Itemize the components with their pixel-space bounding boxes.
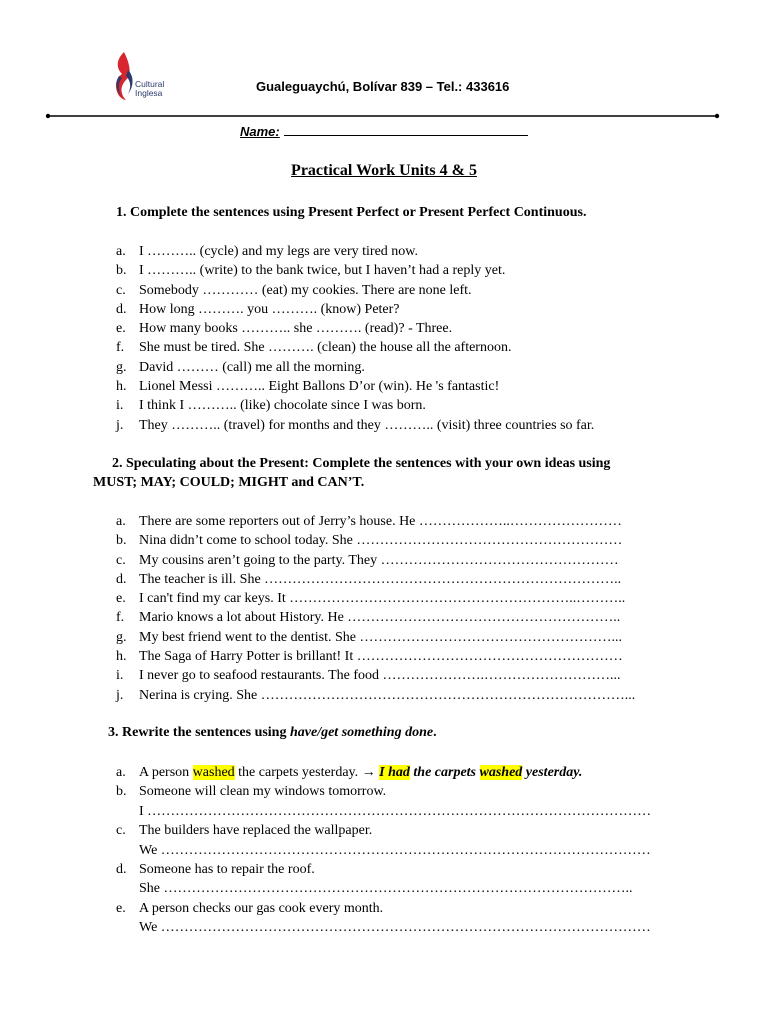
list-item — [116, 821, 651, 840]
list-item — [116, 899, 651, 918]
item-marker: c. — [116, 282, 126, 298]
answer-line[interactable]: She ……………………………………………………………………………………….. — [139, 881, 633, 897]
highlight-i-had: I had — [379, 765, 410, 780]
answer-line[interactable]: I ……………………………………………………………………………………………… — [139, 803, 652, 819]
item-marker: a. — [116, 514, 126, 529]
item-text: There are some reporters out of Jerry’s house. He ………………..…………………… — [139, 514, 622, 529]
section3-heading — [108, 725, 437, 741]
item-marker: g. — [116, 359, 127, 375]
item-marker: d. — [116, 301, 127, 317]
item-text: Somebody ………… (eat) my cookies. There are none left. — [139, 282, 472, 298]
list-item — [116, 608, 635, 627]
list-item — [116, 242, 594, 261]
list-item — [116, 628, 635, 647]
list-item — [116, 551, 635, 570]
item-text: Nina didn’t come to school today. She ………………………………………………… — [139, 533, 623, 549]
item-marker: d. — [116, 571, 127, 587]
item-text: They ……….. (travel) for months and they ……….. (visit) three countries so far. — [139, 417, 595, 433]
item-text: Someone will clean my windows tomorrow. — [139, 784, 387, 800]
item-text: I ……….. (cycle) and my legs are very tired now. — [139, 244, 418, 259]
item-marker: g. — [116, 629, 127, 645]
list-item — [116, 358, 594, 377]
list-item — [116, 338, 594, 357]
page-title: Practical Work Units 4 & 5 — [291, 162, 477, 179]
item-text: I ……….. (write) to the bank twice, but I haven’t had a reply yet. — [139, 263, 506, 279]
item-marker: i. — [116, 398, 124, 414]
list-item — [116, 666, 635, 685]
item-marker: b. — [116, 784, 127, 800]
section2-heading-line2: MUST; MAY; COULD; MIGHT and CAN’T. — [93, 475, 365, 490]
example-pre: A person — [139, 765, 193, 780]
list-item — [116, 531, 635, 550]
list-item — [116, 261, 594, 280]
item-text: Nerina is crying. She ……………………………………………………………………... — [139, 687, 636, 703]
section3-heading-em: have/get something done — [289, 725, 434, 740]
item-marker: j. — [116, 687, 124, 703]
list-item — [116, 589, 635, 608]
item-text: How many books ……….. she ………. (read)? - Three. — [139, 321, 453, 337]
answer-line[interactable]: We …………………………………………………………………………………………… — [139, 842, 651, 858]
logo-text-line1: Cultural — [135, 79, 165, 89]
item-marker: h. — [116, 649, 127, 665]
name-label: Name: — [240, 124, 280, 139]
example-mid: the carpets yesterday. → — [234, 765, 380, 780]
logo-text — [135, 80, 164, 98]
item-marker: f. — [116, 340, 125, 356]
item-text: My best friend went to the dentist. She ………………………………………………... — [139, 629, 622, 645]
item-text: Lionel Messi ……….. Eight Ballons D’or (win). He 's fantastic! — [139, 379, 500, 395]
section3-list — [116, 763, 651, 938]
list-item — [116, 782, 651, 801]
answer-mid: the carpets — [409, 765, 480, 780]
list-item — [116, 512, 635, 531]
section2-list — [116, 512, 635, 705]
list-item — [116, 319, 594, 338]
list-item — [116, 647, 635, 666]
item-marker: h. — [116, 379, 127, 395]
item-marker: c. — [116, 823, 126, 839]
name-field — [240, 124, 528, 139]
item-marker: d. — [116, 861, 127, 877]
item-marker: b. — [116, 533, 127, 549]
list-item — [116, 377, 594, 396]
list-item — [116, 300, 594, 319]
section3-heading-prefix: 3. Rewrite the sentences using — [108, 725, 290, 740]
list-item — [116, 860, 651, 879]
item-marker: e. — [116, 591, 126, 607]
item-marker: j. — [116, 417, 124, 433]
highlight-washed-answer: washed — [479, 765, 523, 780]
name-blank-line[interactable] — [284, 124, 528, 136]
item-text: I never go to seafood restaurants. The food ………………….………………………... — [139, 668, 621, 684]
header-divider — [44, 112, 721, 120]
item-text: My cousins aren’t going to the party. They …………………………………………… — [139, 552, 619, 568]
flame-logo-icon — [112, 50, 136, 102]
item-text: I can't find my car keys. It ……………………………………………………..……….. — [139, 591, 626, 607]
section1-heading: 1. Complete the sentences using Present Perfect or Present Perfect Continuous. — [116, 205, 587, 220]
item-text: The teacher is ill. She ………………………………………………………………….. — [139, 571, 622, 587]
item-marker: e. — [116, 900, 126, 916]
example-item — [116, 763, 651, 782]
list-item — [116, 686, 635, 705]
item-text: The Saga of Harry Potter is brillant! It ………………………………………………… — [139, 649, 623, 665]
cultural-inglesa-logo — [106, 50, 176, 106]
list-item — [116, 281, 594, 300]
section3-heading-suffix: . — [433, 725, 437, 740]
item-marker: i. — [116, 668, 124, 684]
item-marker: e. — [116, 321, 126, 337]
item-marker: a. — [116, 244, 126, 259]
item-text: She must be tired. She ………. (clean) the house all the afternoon. — [139, 340, 512, 356]
list-item — [116, 416, 594, 435]
item-marker: b. — [116, 263, 127, 279]
item-text: Someone has to repair the roof. — [139, 861, 315, 877]
highlight-washed: washed — [192, 765, 235, 780]
logo-text-line2: Inglesa — [135, 88, 163, 98]
item-text: The builders have replaced the wallpaper. — [139, 823, 373, 839]
item-text: A person checks our gas cook every month. — [139, 900, 384, 916]
list-item — [116, 570, 635, 589]
section1-list — [116, 242, 594, 435]
item-text: How long ………. you ………. (know) Peter? — [139, 301, 400, 317]
item-text: Mario knows a lot about History. He ………………………………………………….. — [139, 610, 621, 626]
header-address: Gualeguaychú, Bolívar 839 – Tel.: 433616 — [256, 79, 510, 94]
example-answer — [379, 765, 582, 780]
item-marker: a. — [116, 765, 126, 780]
item-marker: c. — [116, 552, 126, 568]
item-text: I think I ……….. (like) chocolate since I was born. — [139, 398, 426, 414]
answer-end: yesterday. — [522, 765, 583, 780]
answer-line[interactable]: We …………………………………………………………………………………………… — [139, 920, 651, 936]
item-marker: f. — [116, 610, 125, 626]
list-item — [116, 396, 594, 415]
item-text: David ……… (call) me all the morning. — [139, 359, 365, 375]
section2-heading-line1: 2. Speculating about the Present: Complete the sentences with your own ideas using — [112, 456, 611, 471]
